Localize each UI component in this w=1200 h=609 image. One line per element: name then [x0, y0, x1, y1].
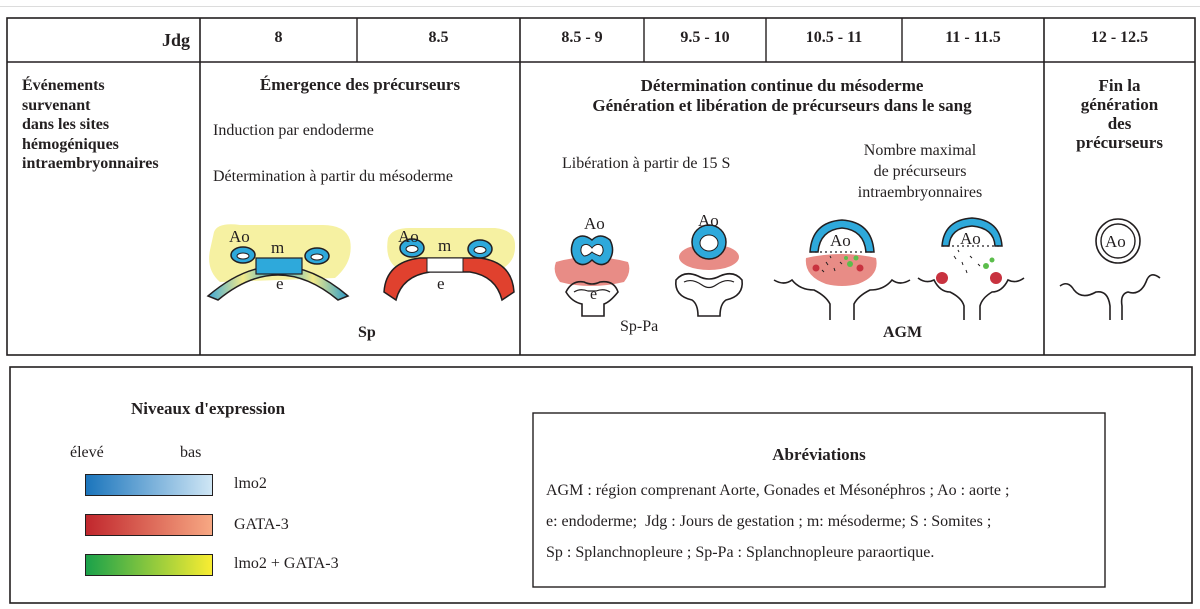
- aorta-label: Ao: [698, 211, 719, 230]
- endoderm-label: e: [437, 274, 445, 293]
- mesoderm-label: m: [438, 236, 452, 255]
- day-cell-8-5: 8.5: [428, 29, 449, 46]
- end-title-line: génération: [1080, 95, 1159, 114]
- events-row-label-line: Événements: [22, 77, 105, 94]
- endoderm-label: e: [276, 274, 284, 293]
- liberation-text: Libération à partir de 15 S: [562, 155, 731, 172]
- events-row-label-line: survenant: [22, 96, 91, 114]
- aorta-label: Ao: [1105, 232, 1126, 251]
- site-label-agm: AGM: [883, 324, 923, 341]
- events-row-label-line: hémogéniques: [22, 135, 119, 153]
- legend-item-label: GATA-3: [234, 516, 289, 533]
- abbreviation-line: Sp : Splanchnopleure ; Sp-Pa : Splanchnopleure paraortique.: [546, 544, 935, 561]
- emergence-title: Émergence des précurseurs: [259, 75, 461, 94]
- aorta-label: Ao: [229, 227, 250, 246]
- lmo2-gata3-gradient-swatch: [85, 554, 213, 576]
- day-cell-10-5-11: 10.5 - 11: [805, 29, 863, 46]
- endoderm-label: e: [590, 286, 598, 303]
- abbreviations-title: Abréviations: [772, 445, 866, 464]
- abbreviation-line: e: endoderme; Jdg : Jours de gestation ; m: mésoderme; S : Somites ;: [546, 513, 992, 530]
- day-cell-8-5-9: 8.5 - 9: [561, 29, 603, 46]
- maximum-text-line: de précurseurs: [873, 163, 967, 180]
- mesoderm-label: m: [271, 238, 285, 257]
- day-cell-12-12-5: 12 - 12.5: [1090, 29, 1149, 46]
- maximum-text-line: Nombre maximal: [863, 142, 977, 159]
- jdg-row-label: Jdg: [161, 30, 190, 50]
- site-label-sppa: Sp-Pa: [620, 318, 659, 335]
- day-cell-11-11-5: 11 - 11.5: [945, 29, 1001, 46]
- legend-title: Niveaux d'expression: [131, 399, 286, 418]
- events-row-label-line: dans les sites: [22, 116, 110, 133]
- induction-text: Induction par endoderme: [213, 122, 374, 139]
- aorta-label: Ao: [398, 227, 419, 246]
- continuous-title-line2: Génération et libération de précurseurs dans le sang: [592, 96, 972, 115]
- day-cell-9-5-10: 9.5 - 10: [680, 29, 730, 46]
- gata3-gradient-swatch: [85, 514, 213, 536]
- aorta-label: Ao: [960, 229, 981, 248]
- aorta-label: Ao: [584, 214, 605, 233]
- end-title-line: des: [1107, 114, 1132, 133]
- end-title-line: précurseurs: [1076, 133, 1163, 152]
- aorta-label: Ao: [830, 231, 851, 250]
- site-label-sp: Sp: [358, 324, 376, 341]
- continuous-title-line1: Détermination continue du mésoderme: [640, 76, 924, 95]
- determination-text: Détermination à partir du mésoderme: [213, 168, 453, 185]
- legend-item-label: lmo2 + GATA-3: [234, 555, 339, 572]
- end-title-line: Fin la: [1098, 76, 1141, 95]
- events-row-label-line: intraembryonnaires: [22, 155, 159, 172]
- maximum-text-line: intraembryonnaires: [857, 184, 983, 201]
- legend-item-label: lmo2: [234, 475, 267, 492]
- legend-high-label: élevé: [70, 444, 104, 461]
- day-cell-8: 8: [274, 29, 283, 46]
- legend-low-label: bas: [180, 444, 202, 461]
- lmo2-gradient-swatch: [85, 474, 213, 496]
- abbreviation-line: AGM : région comprenant Aorte, Gonades et Mésonéphros ; Ao : aorte ;: [546, 482, 1010, 499]
